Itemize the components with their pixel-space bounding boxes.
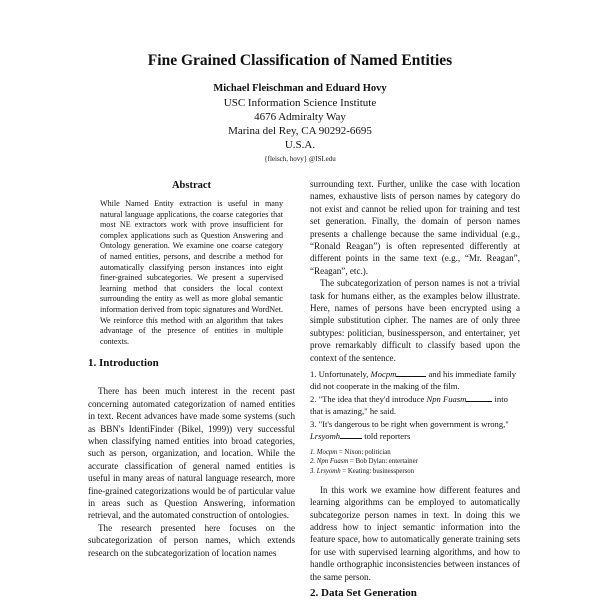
affiliation: USC Information Science Institute [223,97,377,109]
encrypted-name: Lrsyomh [310,431,341,442]
author-names: Michael Fleischman and Eduard Hovy [213,83,387,94]
example-list [310,368,520,442]
example-item: 2. "The idea that they'd introduce Npn Fuasm into that is amazing," he said. [310,394,508,417]
paper-title: Fine Grained Classification of Named Entities [147,52,453,69]
abstract-heading: Abstract [171,180,212,191]
answer-item: 1. Mocpm = Nixon: politician [310,449,391,457]
right-paragraph-2: The subcategorization of person names is not a trivial task for humans either, as the examples below illustrate. Here, names of persons have been encrypted using a simple substitution cipher. The names are of only three subtypes: politician, businessperson, and entertainer, yet prove remarkably difficult to classify based upon the context of the sentence. [310,278,520,363]
introduction-heading: 1. Introduction [88,357,159,370]
section-2-heading: 2. Data Set Generation [310,586,417,599]
answer-item: 3. Lrsyomh = Keating: businessperson [310,467,415,475]
right-paragraph-1: surrounding text. Further, unlike the case with location names, exhaustive lists of person names by category do not exist and cannot be relied upon for training and test set generation. Finally, the domain of person names presents a challenge because the same individual (e.g., “Ronald Reagan”) is often represented differently at different points in the same text (e.g., “Mr. Reagan”, “Reagan”, etc.). [310,179,520,276]
left-column [88,178,295,559]
encrypted-name: Mocpm [370,369,397,380]
encrypted-name: Npn Fuasm [426,394,467,405]
example-answers [310,448,520,476]
right-column [310,178,520,599]
introduction-paragraph-2: The research presented here focuses on the subcategorization of person names, which extends research on the subcategorization of location names [88,522,295,558]
introduction-paragraph-1: There has been much interest in the recent past concerning automated categorization of named entities in text. Recent advances have made some systems (such as BBN's IdentiFinder (Bikel, 1999)) very successful when classifying named entities into broad categories, such as person, organization, and location. While the accurate classification of general named entities is useful in many areas of natural language research, more fine-grained categorizations would be of particular value in areas such as Question Answering, information retrieval, and the automated construction of ontologies. [88,386,295,521]
address-city: Marina del Rey, CA 90292-6695 [228,125,372,137]
author-email: {fleisch, hovy} @ISI.edu [264,155,336,163]
answer-item: 2. Npn Fuasm = Bob Dylan: entertainer [310,458,418,466]
example-item: 3. "It's dangerous to be right when government is wrong," Lrsyomh told reporters [310,419,509,442]
right-paragraph-3: In this work we examine how different features and learning algorithms can be employed to automatically subcategorize person names in text. In doing this we address how to inject semantic information into the feature space, how to automatically generate training sets for use with supervised learning algorithms, and how to handle orthographic inconsistencies between instances of the same person. [310,484,520,582]
author-block [0,82,600,166]
address-country: U.S.A. [284,139,316,151]
address-street: 4676 Admiralty Way [254,111,346,123]
abstract-text: While Named Entity extraction is useful in many natural language applications, the coarse categories that most NE extractors work with prove insufficient for complex applications such as Question Answering and Ontology generation. We examine one coarse category of named entities, persons, and describe a method for automatically classifying person instances into eight finer-grained subcategories. We present a supervised learning method that considers the local context surrounding the entity as well as more global semantic information derived from topic signatures and WordNet. We reinforce this method with an algorithm that takes advantage of the presence of entities in multiple contexts. [100,199,283,346]
example-item: 1. Unfortunately, Mocpm and his immediate family did not cooperate in the making of the film. [310,369,517,392]
